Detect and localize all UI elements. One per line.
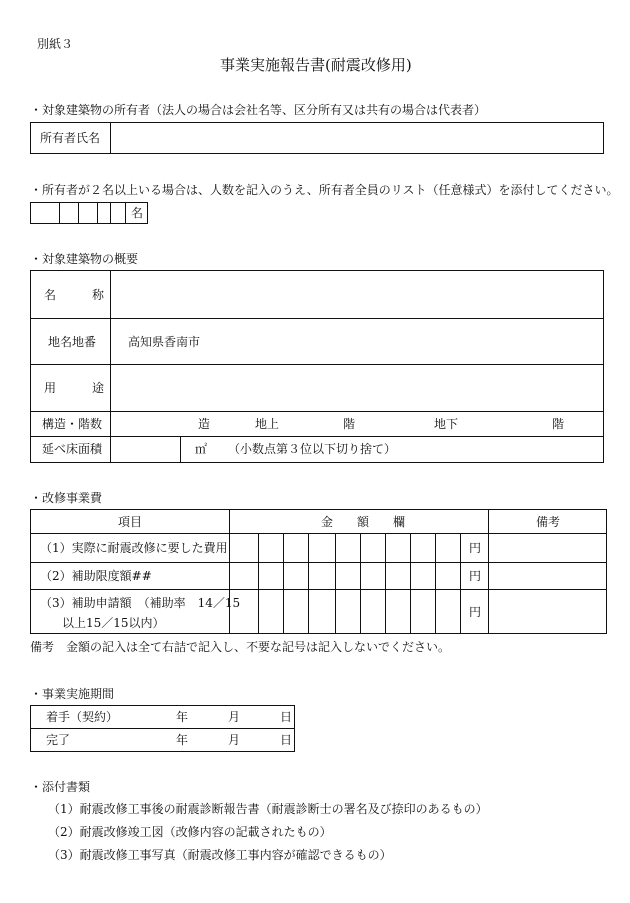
period-end-field[interactable] xyxy=(120,729,293,751)
owner-count-field[interactable] xyxy=(31,203,124,223)
cost-row-2-unit: 円 xyxy=(469,569,482,583)
structure-above: 地上 xyxy=(255,417,280,431)
owner-heading: ・対象建築物の所有者（法人の場合は会社名等、区分所有又は共有の場合は代表者） xyxy=(30,103,487,117)
cost-row-3-remarks[interactable] xyxy=(489,590,606,633)
period-end-month: 月 xyxy=(228,733,241,747)
attachment-item-2: （2）耐震改修竣工図（改修内容の記載されたもの） xyxy=(48,825,332,839)
period-end-day: 日 xyxy=(280,733,293,747)
attachment-label: 別紙３ xyxy=(37,37,74,51)
lot-number-label: 地名地番 xyxy=(48,335,97,349)
cost-row-3-amount[interactable] xyxy=(230,590,459,633)
structure-below: 地下 xyxy=(434,417,459,431)
cost-heading: ・改修事業費 xyxy=(30,491,103,505)
attachment-item-1: （1）耐震改修工事後の耐震診断報告書（耐震診断士の署名及び捺印のあるもの） xyxy=(48,802,488,816)
owner-name-field[interactable] xyxy=(112,124,602,152)
floor-area-field[interactable] xyxy=(112,438,178,462)
use-field[interactable] xyxy=(112,366,602,410)
floor-area-note: （小数点第３位以下切り捨て） xyxy=(228,442,397,456)
building-name-label: 名 称 xyxy=(44,288,105,302)
attachments-heading: ・添付書類 xyxy=(30,780,91,794)
period-end-year: 年 xyxy=(176,733,189,747)
building-heading: ・対象建築物の概要 xyxy=(30,252,139,266)
cost-col-item: 項目 xyxy=(118,515,143,529)
cost-row-2-amount[interactable] xyxy=(230,563,459,588)
cost-row-2-remarks[interactable] xyxy=(489,563,606,588)
structure-label: 構造・階数 xyxy=(42,417,103,431)
lot-number-value[interactable]: 高知県香南市 xyxy=(128,335,201,349)
period-start-month: 月 xyxy=(228,710,241,724)
document-title: 事業実施報告書(耐震改修用) xyxy=(220,56,412,74)
cost-row-3-label: （3）補助申請額 （補助率 14／15 xyxy=(40,596,241,610)
cost-note: 備考 金額の記入は全て右詰で記入し、不要な記号は記入しないでください。 xyxy=(30,640,451,654)
period-start-field[interactable] xyxy=(120,706,293,727)
cost-row-3-unit: 円 xyxy=(469,605,482,619)
period-heading: ・事業実施期間 xyxy=(30,687,115,701)
cost-row-1-label: （1）実際に耐震改修に要した費用 xyxy=(40,541,228,555)
cost-row-2-label: （2）補助限度額## xyxy=(40,569,152,583)
use-label: 用 途 xyxy=(44,381,105,395)
cost-row-1-unit: 円 xyxy=(469,541,482,555)
structure-kai-1: 階 xyxy=(343,417,356,431)
cost-row-1-remarks[interactable] xyxy=(489,534,606,561)
structure-kai-2: 階 xyxy=(552,417,565,431)
period-end-label: 完了 xyxy=(46,733,71,747)
owner-name-label: 所有者氏名 xyxy=(40,131,101,145)
cost-row-3-label-2: 以上15／15以内） xyxy=(62,616,165,630)
cost-col-amount: 金 額 欄 xyxy=(321,515,406,529)
floor-area-label: 延べ床面積 xyxy=(42,442,103,456)
period-start-day: 日 xyxy=(280,710,293,724)
cost-col-remarks: 備考 xyxy=(536,515,561,529)
floor-area-unit: ㎡ xyxy=(195,442,208,456)
attachment-item-3: （3）耐震改修工事写真（耐震改修工事内容が確認できるもの） xyxy=(48,848,392,862)
cost-row-1-amount[interactable] xyxy=(230,534,459,561)
period-start-label: 着手（契約） xyxy=(46,710,119,724)
building-name-field[interactable] xyxy=(112,272,602,317)
multi-owner-note: ・所有者が２名以上いる場合は、人数を記入のうえ、所有者全員のリスト（任意様式）を添付してください。 xyxy=(30,183,619,197)
structure-zo: 造 xyxy=(198,417,211,431)
period-start-year: 年 xyxy=(176,710,189,724)
owner-count-unit: 名 xyxy=(131,206,144,220)
